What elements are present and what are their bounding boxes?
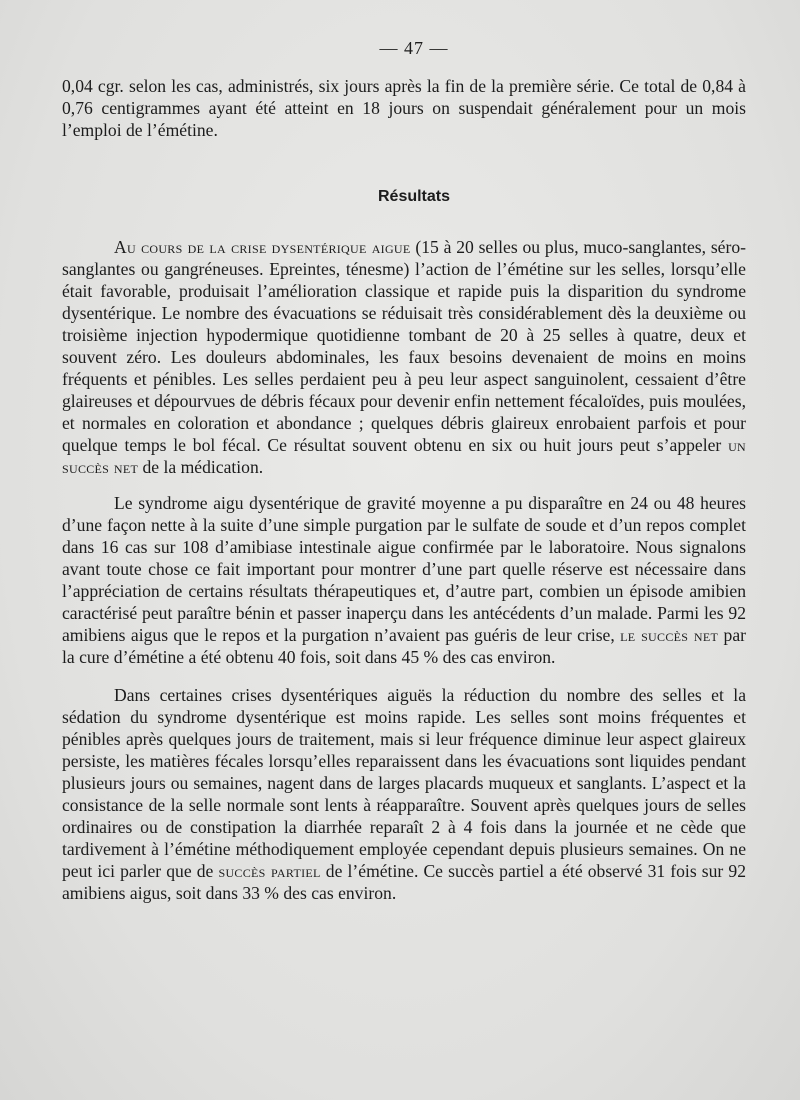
lead-small-caps: Au cours de la crise dysentérique aigue (114, 237, 411, 257)
paragraph-text: de la médication. (138, 457, 264, 477)
paragraph-acute-crisis (62, 236, 746, 478)
paragraph-text: Le syndrome aigu dysentérique de gravité moyenne a pu disparaître en 24 ou 48 heures d’une façon nette à la suite d’une simple purgation par le sulfate de soude et d’un repos complet dans 16 cas sur 108 d’amibiase intestinale aigue confirmée par le laboratoire. Nous signalons avant toute chose ce fait important pour montrer d’une part quelle réserve est nécessaire dans l’appréciation de certains résultats thérapeutiques et, d’autre part, combien un épisode amibien caractérisé peut paraître bénin et passer inaperçu dans les antécédents d’un malade. Parmi les 92 amibiens aigus que le repos et la purgation n’avaient pas guéris de leur crise, (62, 493, 746, 645)
emphasis-small-caps: le succès net (620, 625, 719, 645)
paragraph-moderate-syndrome (62, 492, 746, 668)
paragraph-partial-success (62, 684, 746, 904)
paragraph-text: (15 à 20 selles ou plus, muco-sanglantes, séro-sanglantes ou gangréneuses. Epreintes, ténesme) l’action de l’émétine sur les selles, lorsqu’elle était favorable, produisait l’amélioration classique et rapide puis la disparition du syndrome dysentérique. Le nombre des évacuations se réduisait très considérablement dès la deuxième ou troisième injection hypodermique quotidienne tombant de 20 à 25 selles à quatre, deux et souvent zéro. Les douleurs abdominales, les faux besoins devenaient de moins en moins fréquents et pénibles. Les selles perdaient peu à peu leur aspect sanguinolent, cessaient d’être glaireuses et dépourvues de débris fécaux pour devenir enfin nettement fécaloïdes, puis moulées, et normales en coloration et abondance ; quelques débris glaireux enrobaient parfois et pour quelque temps le bol fécal. Ce résultat souvent obtenu en six ou huit jours peut s’appeler (62, 237, 746, 455)
page-number: — 47 — (379, 38, 449, 58)
emphasis-small-caps: un succès net (62, 435, 746, 477)
intro-paragraph: 0,04 cgr. selon les cas, administrés, six jours après la fin de la première série. Ce total de 0,84 à 0,76 centigrammes ayant été atteint en 18 jours on suspendait généralement pour un mois l’emploi de l’émétine. (62, 76, 746, 140)
section-title: Résultats (377, 188, 451, 205)
emphasis-small-caps: succès partiel (218, 861, 321, 881)
paragraph-text: par la cure d’émétine a été obtenu 40 fois, soit dans 45 % des cas environ. (62, 625, 746, 667)
paragraph-text: Dans certaines crises dysentériques aiguës la réduction du nombre des selles et la sédation du syndrome dysentérique est moins rapide. Les selles sont moins fréquentes et pénibles après quelques jours de traitement, mais si leur fréquence diminue leur aspect glaireux persiste, les matières fécales lorsqu’elles reparaissent dans les évacuations sont liquides pendant plusieurs jours ou semaines, nagent dans de larges placards muqueux et sanglants. L’aspect et la consistance de la selle normale sont lents à réapparaître. Souvent après quelques jours de selles ordinaires ou de constipation la diarrhée reparaît 2 à 4 fois dans la journée et ne cède que tardivement à l’émétine méthodiquement employée cependant depuis plusieurs semaines. On ne peut ici parler que de (62, 685, 746, 881)
paragraph-text: de l’émétine. Ce succès partiel a été observé 31 fois sur 92 amibiens aigus, soit dans 33 % des cas environ. (62, 861, 746, 903)
